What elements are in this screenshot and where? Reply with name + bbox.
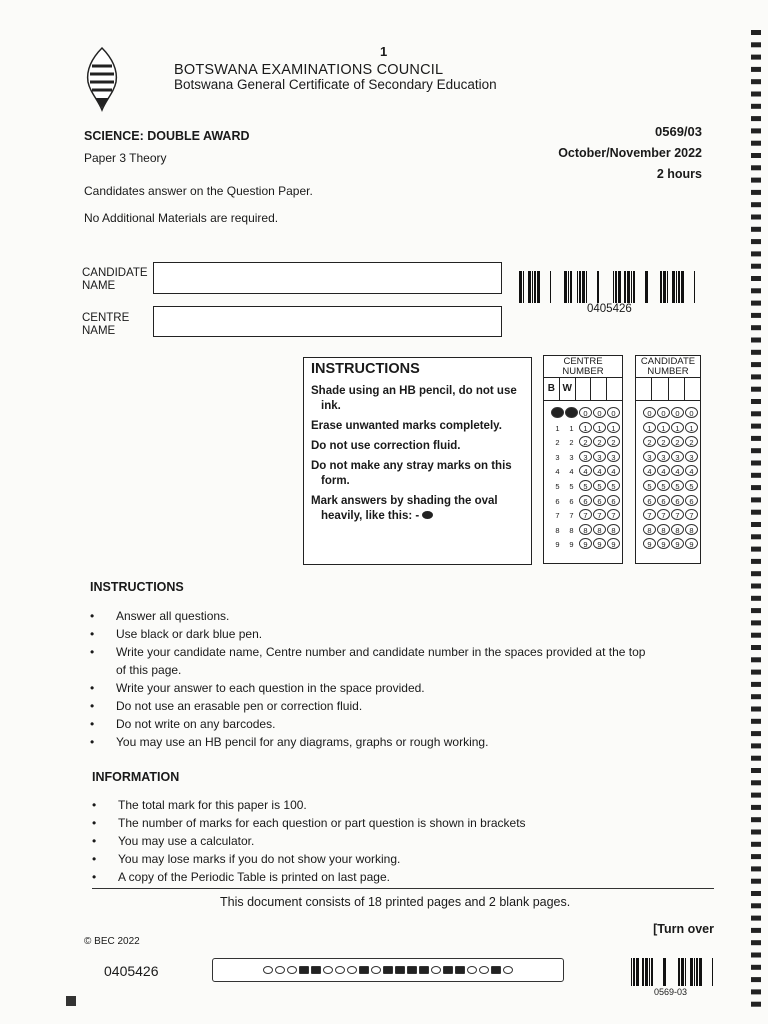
centre-number-ovals bbox=[544, 401, 622, 553]
digit-oval[interactable]: 9 bbox=[555, 540, 560, 550]
digit-oval[interactable]: 5 bbox=[593, 480, 606, 491]
candidate-digit-cell[interactable] bbox=[636, 378, 652, 400]
digit-oval[interactable]: 0 bbox=[643, 407, 656, 418]
oval-row bbox=[636, 436, 700, 451]
digit-oval[interactable]: 2 bbox=[593, 436, 606, 447]
digit-oval[interactable]: 9 bbox=[569, 540, 574, 550]
certificate-name: Botswana General Certificate of Secondary Education bbox=[174, 77, 497, 92]
candidate-digit-cell[interactable] bbox=[685, 378, 700, 400]
oval-row bbox=[544, 465, 622, 480]
digit-oval[interactable]: 6 bbox=[685, 495, 698, 506]
candidate-sheet-number: 0405426 bbox=[104, 963, 159, 979]
digit-oval[interactable]: 1 bbox=[685, 422, 698, 433]
track-mark bbox=[407, 966, 417, 974]
instruction-item: • Write your answer to each question in the space provided. bbox=[90, 679, 650, 697]
digit-oval[interactable]: 4 bbox=[579, 465, 592, 476]
digit-oval[interactable]: 0 bbox=[685, 407, 698, 418]
digit-oval[interactable]: 6 bbox=[555, 496, 560, 506]
digit-oval[interactable]: 7 bbox=[569, 511, 574, 521]
digit-oval[interactable]: 5 bbox=[671, 480, 684, 491]
track-mark bbox=[323, 966, 333, 974]
digit-oval[interactable]: 6 bbox=[671, 495, 684, 506]
instruction-item: • Do not write on any barcodes. bbox=[90, 715, 650, 733]
instructions-box-item: Shade using an HB pencil, do not use ink. bbox=[311, 385, 517, 412]
oval-row bbox=[636, 451, 700, 466]
candidate-number-title: CANDIDATE NUMBER bbox=[636, 356, 700, 378]
track-mark bbox=[395, 966, 405, 974]
council-name: BOTSWANA EXAMINATIONS COUNCIL bbox=[174, 62, 444, 78]
candidate-name-field[interactable] bbox=[153, 262, 502, 294]
digit-oval[interactable]: 2 bbox=[657, 436, 670, 447]
digit-oval[interactable]: 0 bbox=[551, 407, 564, 418]
track-mark bbox=[335, 966, 345, 974]
track-mark bbox=[383, 966, 393, 974]
digit-oval[interactable]: 2 bbox=[579, 436, 592, 447]
digit-oval[interactable]: 0 bbox=[671, 407, 684, 418]
digit-oval[interactable]: 9 bbox=[685, 538, 698, 549]
digit-oval[interactable]: 8 bbox=[607, 524, 620, 535]
digit-oval[interactable]: 4 bbox=[607, 465, 620, 476]
materials-note: No Additional Materials are required. bbox=[84, 211, 279, 225]
exam-session: October/November 2022 bbox=[558, 146, 702, 160]
digit-oval[interactable]: 5 bbox=[685, 480, 698, 491]
digit-oval[interactable]: 4 bbox=[569, 467, 574, 477]
track-mark bbox=[491, 966, 501, 974]
digit-oval[interactable]: 0 bbox=[565, 407, 578, 418]
digit-oval[interactable]: 6 bbox=[643, 495, 656, 506]
digit-oval[interactable]: 3 bbox=[569, 452, 574, 462]
instructions-box-item: Erase unwanted marks completely. bbox=[311, 420, 502, 432]
digit-oval[interactable]: 2 bbox=[643, 436, 656, 447]
digit-oval[interactable]: 4 bbox=[593, 465, 606, 476]
digit-oval[interactable]: 1 bbox=[579, 422, 592, 433]
oval-row bbox=[544, 422, 622, 437]
oval-row bbox=[636, 422, 700, 437]
oval-row bbox=[636, 495, 700, 510]
digit-oval[interactable]: 7 bbox=[607, 509, 620, 520]
digit-oval[interactable]: 3 bbox=[657, 451, 670, 462]
centre-name-label: CENTRE NAME bbox=[82, 312, 130, 337]
information-item: • You may lose marks if you do not show your working. bbox=[92, 850, 612, 868]
page-number: 1 bbox=[380, 44, 388, 59]
scanner-track-marks bbox=[212, 958, 564, 982]
digit-oval[interactable]: 0 bbox=[657, 407, 670, 418]
digit-oval[interactable]: 9 bbox=[579, 538, 592, 549]
track-mark bbox=[443, 966, 453, 974]
digit-oval[interactable]: 5 bbox=[643, 480, 656, 491]
centre-digit-cell[interactable] bbox=[591, 378, 607, 400]
digit-oval[interactable]: 2 bbox=[607, 436, 620, 447]
centre-digit-cell[interactable] bbox=[576, 378, 592, 400]
instruction-item: • Use black or dark blue pen. bbox=[90, 625, 650, 643]
digit-oval[interactable]: 6 bbox=[593, 495, 606, 506]
digit-oval[interactable]: 1 bbox=[643, 422, 656, 433]
instruction-item: • Answer all questions. bbox=[90, 607, 650, 625]
oval-row bbox=[544, 451, 622, 466]
digit-oval[interactable]: 7 bbox=[671, 509, 684, 520]
instructions-box-item: Mark answers by shading the oval heavily, like this: - bbox=[311, 495, 498, 522]
digit-oval[interactable]: 4 bbox=[671, 465, 684, 476]
digit-oval[interactable]: 1 bbox=[555, 423, 560, 433]
digit-oval[interactable]: 6 bbox=[569, 496, 574, 506]
digit-oval[interactable]: 5 bbox=[657, 480, 670, 491]
digit-oval[interactable]: 3 bbox=[643, 451, 656, 462]
digit-oval[interactable]: 7 bbox=[555, 511, 560, 521]
instructions-box-title: INSTRUCTIONS bbox=[311, 361, 420, 377]
digit-oval[interactable]: 7 bbox=[685, 509, 698, 520]
digit-oval[interactable]: 1 bbox=[569, 423, 574, 433]
exam-duration: 2 hours bbox=[656, 167, 702, 181]
digit-oval[interactable]: 2 bbox=[569, 438, 574, 448]
instruction-item: • Write your candidate name, Centre number and candidate number in the spaces provided at the top of this page. bbox=[90, 643, 650, 679]
oval-row bbox=[544, 495, 622, 510]
oval-row bbox=[636, 524, 700, 539]
timing-marks bbox=[750, 30, 762, 1010]
track-mark bbox=[467, 966, 477, 974]
digit-oval[interactable]: 5 bbox=[579, 480, 592, 491]
instructions-box-item: Do not use correction fluid. bbox=[311, 440, 461, 452]
barcode-top bbox=[519, 271, 701, 303]
candidate-number-cells bbox=[636, 378, 700, 401]
digit-oval[interactable]: 9 bbox=[657, 538, 670, 549]
track-mark bbox=[419, 966, 429, 974]
digit-oval[interactable]: 5 bbox=[569, 481, 574, 491]
oval-row bbox=[544, 407, 622, 422]
track-mark bbox=[359, 966, 369, 974]
centre-prefix-cell: B bbox=[544, 378, 560, 400]
digit-oval[interactable]: 0 bbox=[607, 407, 620, 418]
barcode-bottom bbox=[622, 958, 718, 986]
oval-row bbox=[636, 465, 700, 480]
centre-digit-cell[interactable] bbox=[607, 378, 622, 400]
digit-oval[interactable]: 8 bbox=[593, 524, 606, 535]
digit-oval[interactable]: 7 bbox=[657, 509, 670, 520]
paper-title: Paper 3 Theory bbox=[84, 151, 167, 165]
centre-number-grid bbox=[543, 355, 623, 564]
oval-row bbox=[636, 407, 700, 422]
digit-oval[interactable]: 8 bbox=[643, 524, 656, 535]
digit-oval[interactable]: 4 bbox=[555, 467, 560, 477]
track-mark bbox=[263, 966, 273, 974]
track-mark bbox=[455, 966, 465, 974]
track-mark bbox=[503, 966, 513, 974]
instructions-box-list bbox=[311, 384, 525, 529]
digit-oval[interactable]: 4 bbox=[657, 465, 670, 476]
digit-oval[interactable]: 4 bbox=[643, 465, 656, 476]
digit-oval[interactable]: 9 bbox=[607, 538, 620, 549]
information-heading: INFORMATION bbox=[92, 770, 180, 784]
oval-row bbox=[636, 509, 700, 524]
oval-row bbox=[636, 480, 700, 495]
digit-oval[interactable]: 6 bbox=[657, 495, 670, 506]
information-item: • You may use a calculator. bbox=[92, 832, 612, 850]
instructions-box-item: Do not make any stray marks on this form. bbox=[311, 460, 512, 487]
information-list bbox=[92, 796, 612, 886]
digit-oval[interactable]: 3 bbox=[593, 451, 606, 462]
track-mark bbox=[287, 966, 297, 974]
digit-oval[interactable]: 3 bbox=[579, 451, 592, 462]
digit-oval[interactable]: 4 bbox=[685, 465, 698, 476]
candidate-digit-cell[interactable] bbox=[652, 378, 668, 400]
instruction-item: • You may use an HB pencil for any diagrams, graphs or rough working. bbox=[90, 733, 650, 751]
digit-oval[interactable]: 6 bbox=[579, 495, 592, 506]
candidate-number-ovals bbox=[636, 401, 700, 553]
information-item: • The number of marks for each question or part question is shown in brackets bbox=[92, 814, 612, 832]
digit-oval[interactable]: 2 bbox=[685, 436, 698, 447]
digit-oval[interactable]: 0 bbox=[579, 407, 592, 418]
answer-note: Candidates answer on the Question Paper. bbox=[84, 184, 313, 198]
instructions-heading: INSTRUCTIONS bbox=[90, 580, 184, 594]
digit-oval[interactable]: 6 bbox=[607, 495, 620, 506]
instruction-item: • Do not use an erasable pen or correction fluid. bbox=[90, 697, 650, 715]
digit-oval[interactable]: 2 bbox=[671, 436, 684, 447]
centre-prefix-cell: W bbox=[560, 378, 576, 400]
digit-oval[interactable]: 8 bbox=[555, 525, 560, 535]
track-mark bbox=[311, 966, 321, 974]
information-item: • A copy of the Periodic Table is printed on last page. bbox=[92, 868, 612, 886]
track-mark bbox=[479, 966, 489, 974]
centre-name-field[interactable] bbox=[153, 306, 502, 337]
bec-logo-icon bbox=[78, 44, 126, 114]
track-mark bbox=[275, 966, 285, 974]
digit-oval[interactable]: 9 bbox=[593, 538, 606, 549]
document-info: This document consists of 18 printed pages and 2 blank pages. bbox=[220, 895, 571, 909]
information-item: • The total mark for this paper is 100. bbox=[92, 796, 612, 814]
centre-number-title: CENTRE NUMBER bbox=[544, 356, 622, 378]
instructions-list bbox=[90, 607, 650, 751]
candidate-number-grid bbox=[635, 355, 701, 564]
digit-oval[interactable]: 3 bbox=[685, 451, 698, 462]
digit-oval[interactable]: 5 bbox=[607, 480, 620, 491]
digit-oval[interactable]: 1 bbox=[671, 422, 684, 433]
track-mark bbox=[347, 966, 357, 974]
digit-oval[interactable]: 9 bbox=[671, 538, 684, 549]
barcode-number: 0405426 bbox=[587, 303, 632, 315]
digit-oval[interactable]: 1 bbox=[593, 422, 606, 433]
oval-row bbox=[544, 538, 622, 553]
digit-oval[interactable]: 3 bbox=[607, 451, 620, 462]
oval-row bbox=[544, 509, 622, 524]
paper-code: 0569/03 bbox=[655, 124, 702, 139]
digit-oval[interactable]: 8 bbox=[685, 524, 698, 535]
digit-oval[interactable]: 0 bbox=[593, 407, 606, 418]
digit-oval[interactable]: 8 bbox=[579, 524, 592, 535]
copyright: © BEC 2022 bbox=[84, 936, 140, 947]
digit-oval[interactable]: 8 bbox=[569, 525, 574, 535]
digit-oval[interactable]: 9 bbox=[643, 538, 656, 549]
digit-oval[interactable]: 5 bbox=[555, 481, 560, 491]
digit-oval[interactable]: 3 bbox=[671, 451, 684, 462]
oval-row bbox=[544, 436, 622, 451]
digit-oval[interactable]: 8 bbox=[671, 524, 684, 535]
digit-oval[interactable]: 2 bbox=[555, 438, 560, 448]
digit-oval[interactable]: 7 bbox=[593, 509, 606, 520]
digit-oval[interactable]: 3 bbox=[555, 452, 560, 462]
track-mark bbox=[299, 966, 309, 974]
barcode-bottom-code: 0569-03 bbox=[654, 987, 688, 997]
digit-oval[interactable]: 8 bbox=[657, 524, 670, 535]
oval-row bbox=[636, 538, 700, 553]
candidate-name-label: CANDIDATE NAME bbox=[82, 267, 148, 292]
oval-row bbox=[544, 524, 622, 539]
digit-oval[interactable]: 1 bbox=[657, 422, 670, 433]
turn-over: [Turn over bbox=[653, 922, 714, 936]
track-mark bbox=[431, 966, 441, 974]
digit-oval[interactable]: 1 bbox=[607, 422, 620, 433]
subject-title: SCIENCE: DOUBLE AWARD bbox=[84, 129, 250, 143]
oval-row bbox=[544, 480, 622, 495]
track-mark bbox=[371, 966, 381, 974]
digit-oval[interactable]: 7 bbox=[579, 509, 592, 520]
digit-oval[interactable]: 7 bbox=[643, 509, 656, 520]
corner-mark bbox=[66, 996, 76, 1006]
centre-number-cells bbox=[544, 378, 622, 401]
filled-oval-icon bbox=[422, 511, 433, 519]
footer-divider bbox=[92, 888, 714, 889]
candidate-digit-cell[interactable] bbox=[669, 378, 685, 400]
